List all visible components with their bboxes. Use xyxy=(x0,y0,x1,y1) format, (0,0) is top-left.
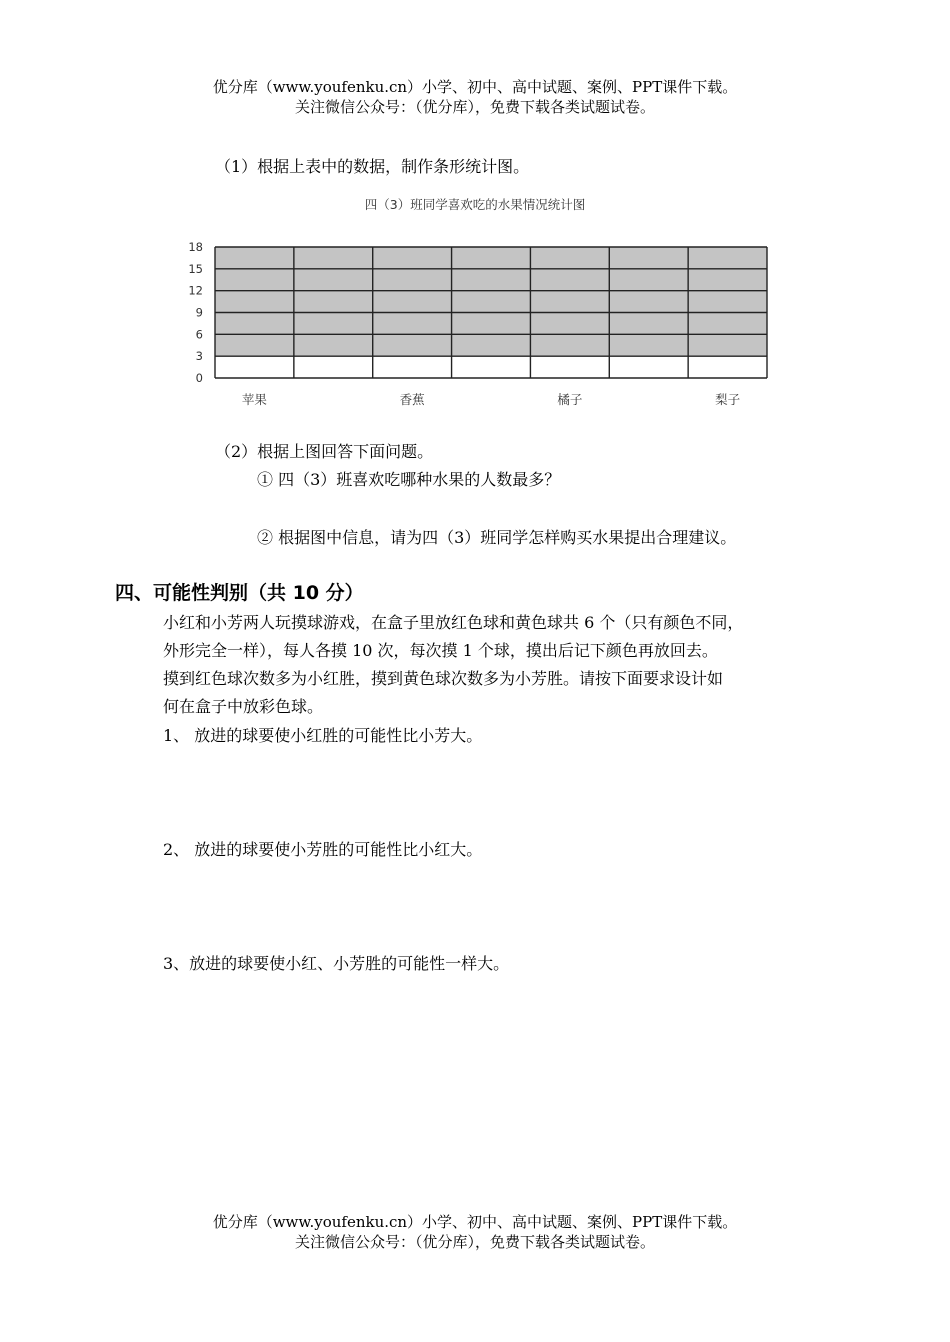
y-tick-label: 12 xyxy=(188,283,203,298)
section-4-para-line-4: 何在盒子中放彩色球。 xyxy=(163,697,324,716)
header-line-2: 关注微信公众号：（优分库），免费下载各类试题试卷。 xyxy=(294,98,655,116)
question-2-sub-2: ② 根据图中信息，请为四（3）班同学怎样购买水果提出合理建议。 xyxy=(257,528,737,547)
section-4-para-line-1: 小红和小芳两人玩摸球游戏，在盒子里放红色球和黄色球共 6 个（只有颜色不同， xyxy=(163,613,744,632)
footer-line-2: 关注微信公众号：（优分库），免费下载各类试题试卷。 xyxy=(294,1233,655,1251)
y-tick-label: 3 xyxy=(195,349,203,364)
y-tick-label: 6 xyxy=(195,327,203,342)
plot-background xyxy=(215,247,767,356)
bar-chart xyxy=(170,190,790,420)
section-4-title: 四、可能性判别（共 10 分） xyxy=(115,582,364,604)
question-1: （1）根据上表中的数据，制作条形统计图。 xyxy=(215,157,530,176)
chart-title: 四（3）班同学喜欢吃的水果情况统计图 xyxy=(364,197,586,212)
x-category-label: 苹果 xyxy=(241,392,267,407)
y-tick-label: 15 xyxy=(188,261,203,276)
section-4-item-3: 3、放进的球要使小红、小芳胜的可能性一样大。 xyxy=(163,954,510,973)
section-4-item-1: 1、 放进的球要使小红胜的可能性比小芳大。 xyxy=(163,726,483,745)
header-line-1: 优分库（www.youfenku.cn）小学、初中、高中试题、案例、PPT课件下载。 xyxy=(212,78,738,96)
x-category-label: 梨子 xyxy=(715,392,741,407)
y-tick-label: 9 xyxy=(195,305,203,320)
question-2-intro: （2）根据上图回答下面问题。 xyxy=(215,442,434,461)
section-4-para-line-3: 摸到红色球次数多为小红胜，摸到黄色球次数多为小芳胜。请按下面要求设计如 xyxy=(163,669,724,688)
x-category-label: 香蕉 xyxy=(399,392,425,407)
y-tick-label: 0 xyxy=(195,371,203,385)
question-2-sub-1: ① 四（3）班喜欢吃哪种水果的人数最多？ xyxy=(257,470,561,489)
section-4-item-2: 2、 放进的球要使小芳胜的可能性比小红大。 xyxy=(163,840,483,859)
section-4-para-line-2: 外形完全一样），每人各摸 10 次，每次摸 1 个球，摸出后记下颜色再放回去。 xyxy=(163,641,718,660)
y-tick-label: 18 xyxy=(188,240,203,254)
footer-line-1: 优分库（www.youfenku.cn）小学、初中、高中试题、案例、PPT课件下载。 xyxy=(212,1213,738,1231)
x-category-label: 橘子 xyxy=(557,392,583,407)
